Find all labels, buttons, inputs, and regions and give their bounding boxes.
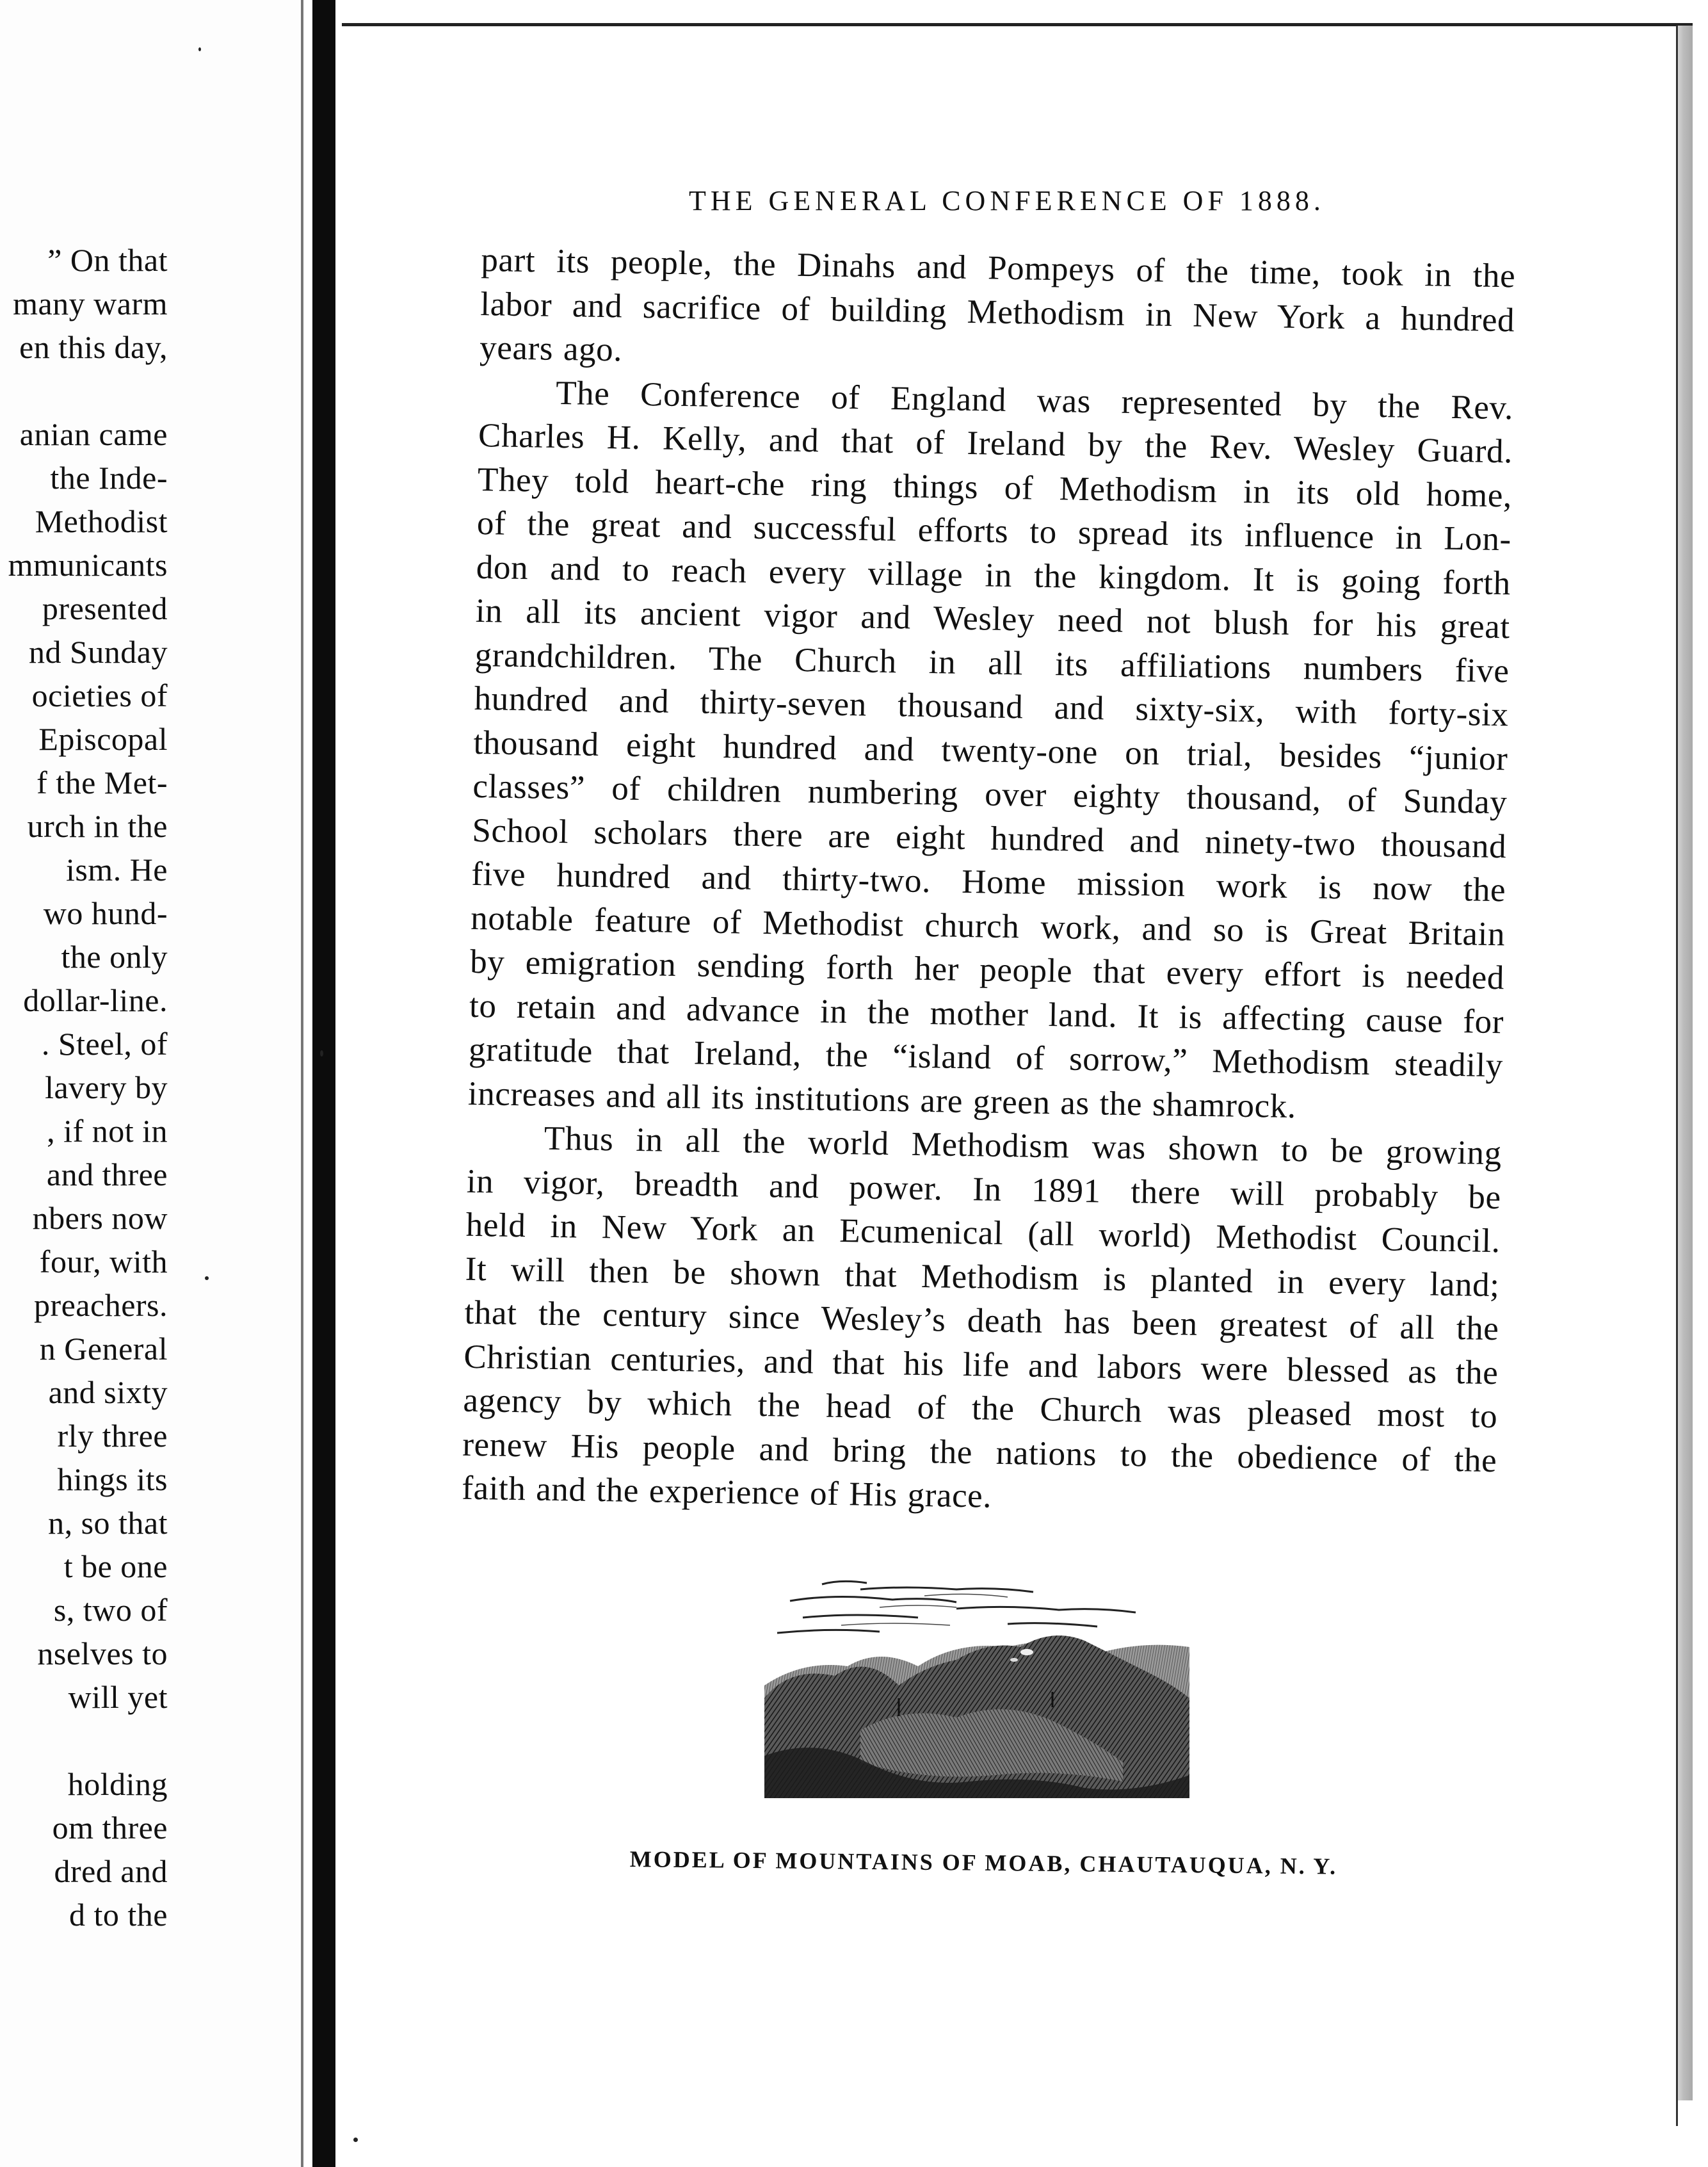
left-page-line: wo hund-	[43, 895, 168, 931]
body-text-line: in vigor, breadth and power. In 1891 there will probably be	[466, 1162, 1502, 1216]
top-page-edge-rule	[342, 23, 1693, 26]
body-text-line: hundred and thirty-seven thousand and sixty-six, with forty-six	[474, 679, 1509, 734]
left-page-line	[0, 1719, 168, 1762]
body-text-line: five hundred and thirty-two. Home mission work is now the	[471, 855, 1506, 909]
left-page-line: rly three	[57, 1418, 168, 1454]
left-page-line: om three	[52, 1810, 168, 1846]
left-page-line: t be one	[63, 1548, 168, 1584]
left-page-line: will yet	[68, 1679, 168, 1715]
left-page-text-column	[0, 238, 168, 1936]
body-text-line: renew His people and bring the nations to the obedience of the	[462, 1425, 1497, 1479]
left-page-line: ocieties of	[31, 678, 168, 713]
body-text-line: classes” of children numbering over eighty thousand, of Sunday	[472, 767, 1508, 822]
left-page-line: ism. He	[65, 852, 168, 888]
mountains-engraving-illustration	[764, 1570, 1189, 1798]
left-page-line: Methodist	[35, 503, 168, 539]
left-page-line: en this day,	[19, 329, 168, 365]
body-text-line: of the great and successful efforts to spread its influence in Lon-	[476, 504, 1512, 558]
left-page-line: nselves to	[37, 1635, 168, 1671]
left-page-line: lavery by	[45, 1069, 168, 1105]
illustration-caption: MODEL OF MOUNTAINS OF MOAB, CHAUTAUQUA, N. Y.	[629, 1846, 1338, 1879]
left-page-line: anian came	[19, 416, 168, 452]
body-text-line: Thus in all the world Methodism was shown to be growing	[544, 1119, 1503, 1173]
body-text-line: The Conference of England was represented by the Rev.	[555, 374, 1514, 426]
left-page-line: dred and	[54, 1853, 168, 1889]
left-page-line: the only	[61, 939, 168, 975]
left-page-line: , if not in	[47, 1113, 168, 1149]
body-text-line: labor and sacrifice of building Methodism in New York a hundred	[479, 285, 1515, 339]
left-page-line: the Inde-	[50, 460, 168, 496]
left-page-line: nd Sunday	[29, 634, 168, 670]
body-text-line: notable feature of Methodist church work, and so is Great Britain	[470, 899, 1506, 953]
left-page-line: nbers now	[32, 1200, 168, 1236]
body-text-line: in all its ancient vigor and Wesley need not blush for his great	[475, 592, 1511, 646]
left-page-line: f the Met-	[36, 765, 168, 800]
body-text-line: faith and the experience of His grace.	[461, 1469, 992, 1515]
left-page-line: . Steel, of	[41, 1026, 168, 1062]
print-speck	[205, 1276, 209, 1280]
body-text-line: thousand eight hundred and twenty-one on trial, besides “junior	[473, 724, 1508, 777]
body-text-line: don and to reach every village in the kingdom. It is going forth	[476, 548, 1511, 602]
body-text-line: Charles H. Kelly, and that of Ireland by the Rev. Wesley Guard.	[478, 416, 1513, 471]
body-text-line: Christian centuries, and that his life and labors were blessed as the	[463, 1338, 1499, 1392]
running-head: THE GENERAL CONFERENCE OF 1888.	[689, 185, 1325, 216]
left-facing-page	[0, 0, 301, 2167]
body-text-line: part its people, the Dinahs and Pompeys of the time, took in the	[481, 241, 1516, 295]
page-edge-shadow	[1677, 26, 1693, 2100]
rock-highlight	[1020, 1649, 1033, 1655]
left-page-line: n, so that	[48, 1505, 168, 1541]
book-binding-gutter	[312, 0, 335, 2167]
left-page-line: ” On that	[47, 242, 168, 278]
body-text-line: They told heart-che ring things of Methodism in its old home,	[477, 460, 1513, 514]
body-text-line: agency by which the head of the Church was pleased most to	[463, 1381, 1498, 1436]
body-text-line: that the century since Wesley’s death has been greatest of all the	[464, 1294, 1499, 1348]
body-text-line: to retain and advance in the mother land. It is affecting cause for	[469, 987, 1504, 1041]
left-page-line: many warm	[13, 286, 168, 321]
left-page-line: Episcopal	[38, 721, 168, 757]
body-text-line: years ago.	[479, 329, 623, 369]
body-text-line: School scholars there are eight hundred and ninety-two thousand	[472, 811, 1507, 865]
page-fold-line	[301, 0, 303, 2167]
body-text-line: grandchildren. The Church in all its affiliations numbers five	[474, 636, 1510, 690]
left-page-line: and three	[46, 1157, 168, 1192]
left-page-line: and sixty	[48, 1374, 168, 1410]
body-text-line: It will then be shown that Methodism is planted in every land;	[465, 1250, 1500, 1304]
body-text	[462, 238, 1516, 1527]
right-page-border	[1676, 26, 1678, 2126]
left-page-line: n General	[39, 1331, 168, 1367]
left-page-line: holding	[67, 1766, 168, 1802]
left-page-line: preachers.	[33, 1287, 168, 1323]
left-page-line: dollar-line.	[23, 982, 168, 1018]
left-page-line: mmunicants	[8, 547, 168, 583]
left-page-line: s, two of	[53, 1592, 168, 1628]
left-page-line: four, with	[39, 1244, 168, 1279]
print-speck	[353, 2138, 358, 2142]
body-text-line: gratitude that Ireland, the “island of sorrow,” Methodism steadily	[468, 1030, 1504, 1085]
body-text-line: by emigration sending forth her people that every effort is needed	[469, 943, 1505, 997]
left-page-line: presented	[42, 590, 168, 626]
print-speck	[320, 1050, 323, 1057]
left-page-line: urch in the	[27, 808, 168, 844]
print-speck	[198, 47, 201, 51]
body-text-line: held in New York an Ecumenical (all world) Methodist Council.	[465, 1206, 1501, 1260]
left-page-line: d to the	[69, 1897, 168, 1933]
left-page-line	[0, 369, 168, 412]
body-text-line: increases and all its institutions are green as the shamrock.	[467, 1075, 1297, 1125]
left-page-line: hings its	[57, 1461, 168, 1497]
